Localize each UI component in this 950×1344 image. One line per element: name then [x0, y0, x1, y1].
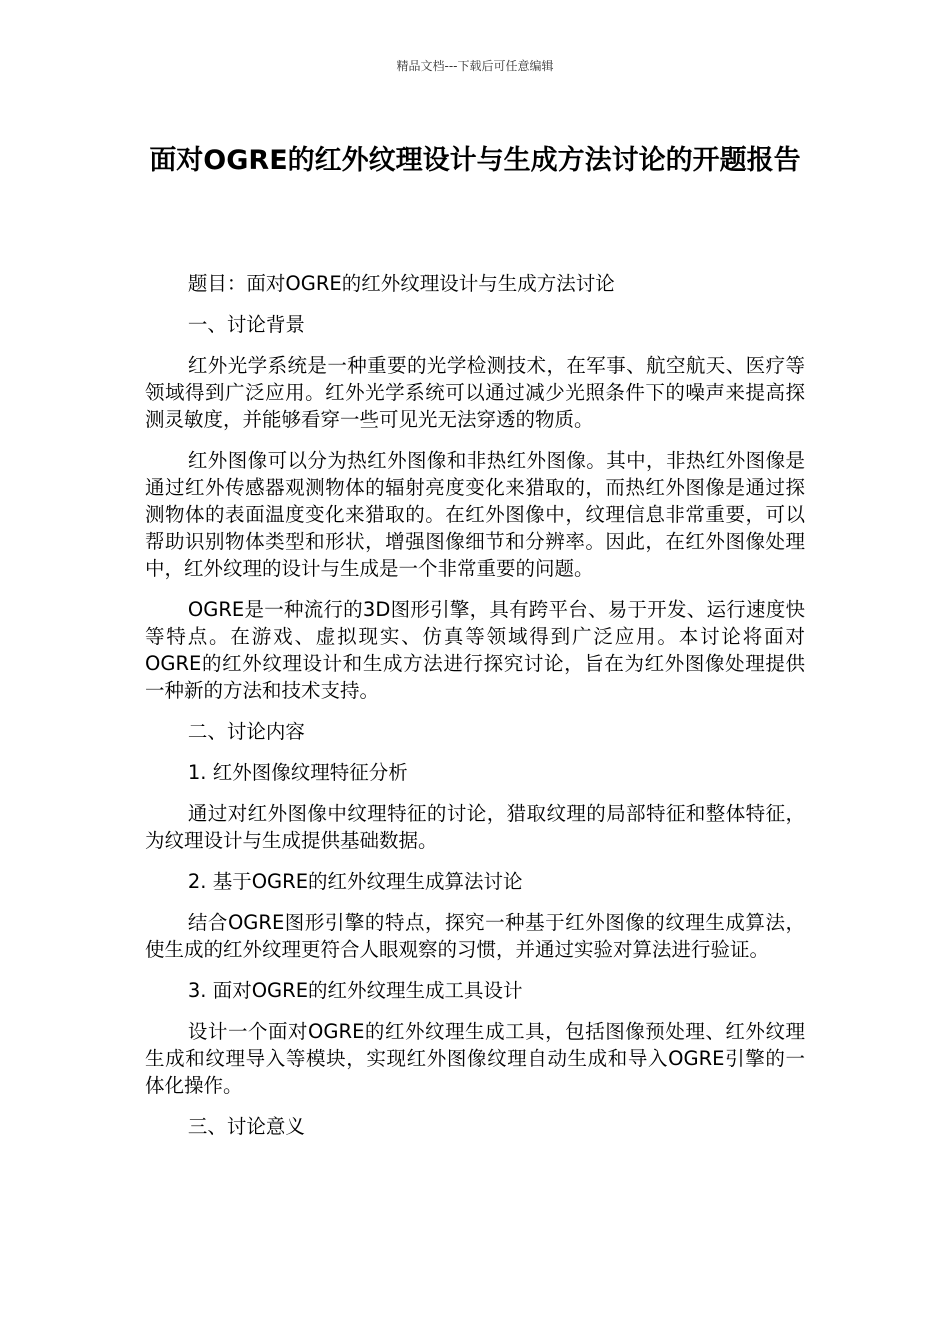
section-heading-significance: 三、讨论意义: [187, 1115, 305, 1138]
item-heading-3: 3. 面对OGRE的红外纹理生成工具设计: [187, 979, 523, 1002]
document-title: 面对OGRE的红外纹理设计与生成方法讨论的开题报告: [149, 145, 801, 176]
item-text-2: 结合OGRE图形引擎的特点，探究一种基于红外图像的纹理生成算法，使生成的红外纹理更符合人眼观察的习惯，并通过实验对算法进行验证。: [145, 911, 805, 961]
item-heading-1: 1. 红外图像纹理特征分析: [187, 761, 408, 784]
topic-line: 题目：面对OGRE的红外纹理设计与生成方法讨论: [187, 272, 615, 295]
section-heading-background: 一、讨论背景: [187, 313, 305, 336]
item-text-1: 通过对红外图像中纹理特征的讨论，猎取纹理的局部特征和整体特征，为纹理设计与生成提供基础数据。: [145, 802, 805, 852]
section-heading-content: 二、讨论内容: [187, 720, 305, 743]
header-note: 精品文档---下载后可任意编辑: [396, 59, 554, 73]
document-body: [145, 270, 805, 1154]
paragraph-background-3: OGRE是一种流行的3D图形引擎，具有跨平台、易于开发、运行速度快等特点。在游戏、虚拟现实、仿真等领域得到广泛应用。本讨论将面对OGRE的红外纹理设计和生成方法进行探究讨论，旨在为红外图像处理提供一种新的方法和技术支持。: [145, 598, 805, 702]
paragraph-background-1: 红外光学系统是一种重要的光学检测技术，在军事、航空航天、医疗等领域得到广泛应用。红外光学系统可以通过减少光照条件下的噪声来提高探测灵敏度，并能够看穿一些可见光无法穿透的物质。: [145, 354, 805, 431]
item-heading-2: 2. 基于OGRE的红外纹理生成算法讨论: [187, 870, 523, 893]
item-text-3: 设计一个面对OGRE的红外纹理生成工具，包括图像预处理、红外纹理生成和纹理导入等模块，实现红外图像纹理自动生成和导入OGRE引擎的一体化操作。: [145, 1020, 805, 1097]
paragraph-background-2: 红外图像可以分为热红外图像和非热红外图像。其中，非热红外图像是通过红外传感器观测物体的辐射亮度变化来猎取的，而热红外图像是通过探测物体的表面温度变化来猎取的。在红外图像中，纹理信息非常重要，可以帮助识别物体类型和形状，增强图像细节和分辨率。因此，在红外图像处理中，红外纹理的设计与生成是一个非常重要的问题。: [145, 449, 805, 580]
